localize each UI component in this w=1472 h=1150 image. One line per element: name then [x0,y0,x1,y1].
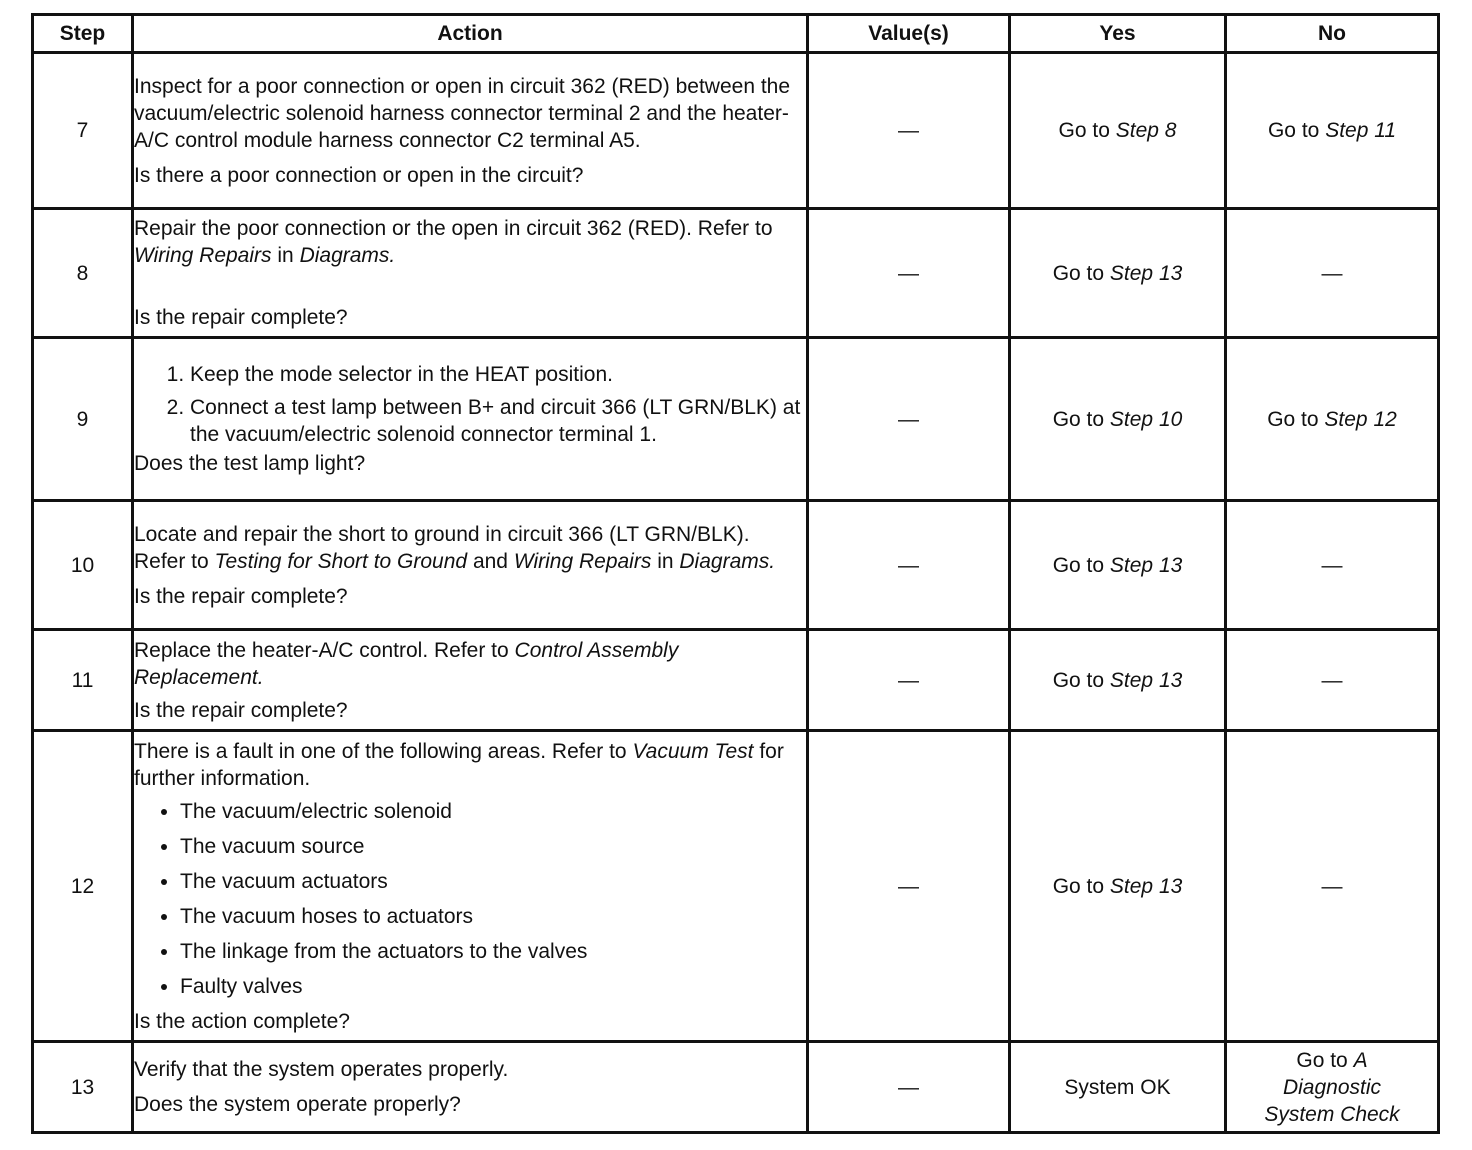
action-text-part: and [472,549,508,573]
no-cell: — [1226,209,1439,338]
list-item: • The vacuum/electric solenoid [180,798,806,825]
yes-cell [1010,53,1226,209]
go-to-label: Go to [1267,407,1319,431]
action-text-part: in [657,549,674,573]
yes-cell [1010,630,1226,731]
action-text-part: Locate and repair the short to ground in circuit 366 (LT GRN/BLK). Refer to [134,522,750,573]
yes-cell: System OK [1010,1042,1226,1133]
action-question: Is the action complete? [134,1009,350,1033]
numbered-list [134,361,806,448]
reference-link: Control Assembly Replacement. [134,638,679,689]
step-number: 13 [33,1042,133,1133]
value-cell: — [808,1042,1010,1133]
reference-link: System Check [1264,1103,1400,1126]
yes-cell [1010,338,1226,501]
no-cell: — [1226,630,1439,731]
reference-link: Diagrams. [679,549,776,573]
yes-cell [1010,731,1226,1042]
list-item: 1. Keep the mode selector in the HEAT position. [190,361,806,388]
action-text: Verify that the system operates properly. [134,1058,509,1081]
action-cell [133,209,808,338]
reference-link: Wiring Repairs [134,244,272,267]
reference-link: Testing for Short to Ground [214,549,468,573]
list-item: • The vacuum source [180,833,806,860]
table-row [33,1042,1439,1133]
reference-link: Vacuum Test [632,739,754,763]
go-to-label: Go to [1052,874,1105,898]
yes-cell [1010,501,1226,630]
step-reference: Step 8 [1115,119,1177,142]
list-item: • Faulty valves [180,973,806,1000]
go-to-label: Go to [1058,119,1110,142]
list-item: • The vacuum actuators [180,868,806,895]
step-number: 12 [33,731,133,1042]
table-row [33,501,1439,630]
step-reference: Step 11 [1325,119,1397,142]
action-cell [133,338,808,501]
step-reference: Step 12 [1324,407,1397,431]
header-yes: Yes [1010,15,1226,53]
table-row [33,53,1439,209]
yes-cell [1010,209,1226,338]
action-text [134,738,806,792]
no-cell [1226,53,1439,209]
value-cell: — [808,338,1010,501]
action-text [134,521,806,575]
step-number: 10 [33,501,133,630]
action-text-part: in [277,244,294,267]
no-cell: — [1226,731,1439,1042]
action-question: Is the repair complete? [134,306,348,329]
action-question: Is there a poor connection or open in the circuit? [134,163,584,187]
list-item: • The vacuum hoses to actuators [180,903,806,930]
table-row [33,630,1439,731]
step-number: 11 [33,630,133,731]
value-cell: — [808,209,1010,338]
bullet-list [134,798,806,1000]
go-to-label: Go to [1052,407,1105,431]
go-to-label: Go to [1267,119,1320,142]
no-cell: — [1226,501,1439,630]
go-to-label: Go to [1296,1049,1348,1072]
step-number: 8 [33,209,133,338]
step-reference: Step 10 [1109,407,1183,431]
step-reference: Step 13 [1109,874,1183,898]
action-cell [133,53,808,209]
list-item: 2. Connect a test lamp between B+ and circuit 366 (LT GRN/BLK) at the vacuum/electric solenoid connector terminal 1. [190,394,806,448]
action-text [134,637,806,691]
header-values: Value(s) [808,15,1010,53]
reference-link: A [1353,1049,1368,1072]
action-text-part: Repair the poor connection or the open in circuit 362 (RED). Refer to [134,217,773,240]
go-to-label: Go to [1052,553,1105,577]
value-cell: — [808,53,1010,209]
action-question: Does the system operate properly? [134,1093,461,1116]
action-question: Is the repair complete? [134,584,348,608]
action-text: Inspect for a poor connection or open in circuit 362 (RED) between the vacuum/electric solenoid harness connector terminal 2 and the heater-A/C control module harness connector C2 terminal A5. [134,74,791,152]
value-cell: — [808,630,1010,731]
step-reference: Step 13 [1109,261,1183,285]
no-cell [1226,1042,1439,1133]
step-reference: Step 13 [1109,668,1183,692]
diagnostic-table [31,13,1440,1134]
action-question: Does the test lamp light? [134,452,366,475]
action-text-part: Replace the heater-A/C control. Refer to [134,638,509,662]
action-cell [133,731,808,1042]
table-row [33,731,1439,1042]
action-question: Is the repair complete? [134,698,348,722]
action-cell [133,1042,808,1133]
value-cell: — [808,501,1010,630]
go-to-label: Go to [1052,261,1105,285]
value-cell: — [808,731,1010,1042]
step-number: 7 [33,53,133,209]
action-text-part: for further information. [134,739,784,790]
action-text [134,215,806,269]
table-row [33,338,1439,501]
step-number: 9 [33,338,133,501]
action-cell [133,501,808,630]
header-row [33,15,1439,53]
reference-link: Wiring Repairs [513,549,652,573]
go-to-label: Go to [1052,668,1105,692]
header-action: Action [133,15,808,53]
step-reference: Step 13 [1109,553,1183,577]
header-step: Step [33,15,133,53]
header-no: No [1226,15,1439,53]
action-text-part: There is a fault in one of the following areas. Refer to [134,739,627,763]
reference-link: Diagnostic [1282,1076,1382,1099]
list-item: • The linkage from the actuators to the valves [180,938,806,965]
table-row [33,209,1439,338]
no-cell [1226,338,1439,501]
reference-link: Diagrams. [299,244,396,267]
action-cell [133,630,808,731]
